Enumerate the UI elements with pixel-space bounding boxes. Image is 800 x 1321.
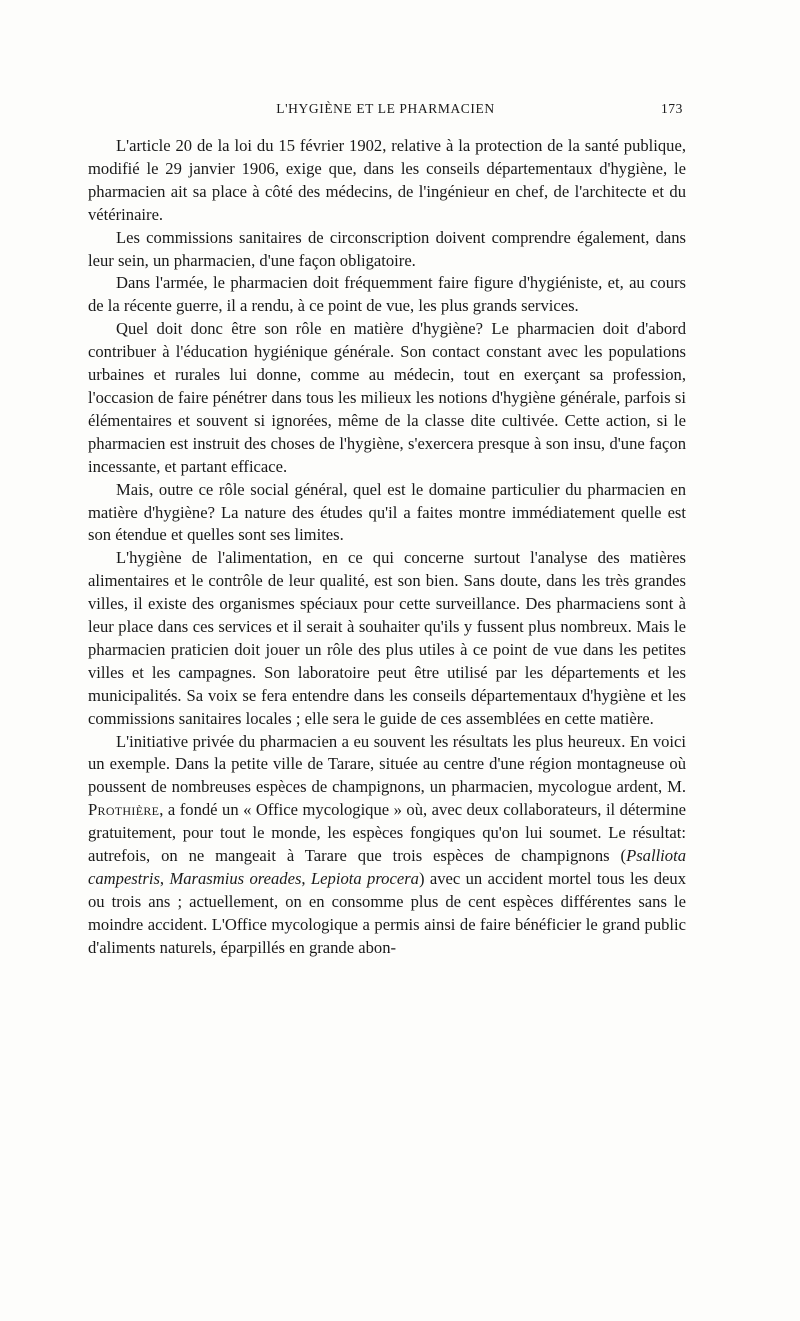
page-number: 173	[660, 101, 683, 116]
paragraph-text: L'initiative privée du pharmacien a eu souvent les résultats les plus heureux. En voici un exemple. Dans la petite ville de Tarare, située au centre d'une région montagneuse où poussent de nombreuses espèces de champignons, un pharmacien, mycologue ardent, M.	[88, 731, 686, 797]
paragraph: Dans l'armée, le pharmacien doit fréquemment faire figure d'hygiéniste, et, au cours de la récente guerre, il a rendu, à ce point de vue, les plus grands services.	[88, 273, 686, 316]
species-name: Lepiota procera	[310, 869, 419, 888]
paragraph-text: ) avec un accident mortel tous les deux ou trois ans ; actuellement, on en consomme plus de cent espèces différentes sans le moindre accident. L'Office mycologique a permis ainsi de faire bénéficier le grand public d'aliments naturels, éparpillés en grande abon-	[88, 869, 687, 957]
body-text	[88, 135, 686, 960]
paragraph: L'article 20 de la loi du 15 février 1902, relative à la protection de la santé publique, modifié le 29 janvier 1906, exige que, dans les conseils départementaux d'hygiène, le pharmacien ait sa place à côté des médecins, de l'ingénieur en chef, de l'architecte et du vétérinaire.	[88, 136, 686, 224]
paragraph: Les commissions sanitaires de circonscription doivent comprendre également, dans leur sein, un pharmacien, d'une façon obligatoire.	[88, 227, 686, 270]
paragraph: Mais, outre ce rôle social général, quel est le domaine particulier du pharmacien en matière d'hygiène? La nature des études qu'il a faites montre immédiatement quelle est son étendue et quelles sont ses limites.	[88, 479, 686, 545]
paragraph	[88, 731, 686, 960]
paragraph-text: , a fondé un « Office mycologique » où, avec deux collaborateurs, il détermine gratuitement, pour tout le monde, les espèces fongiques qu'on lui soumet. Le résultat: autrefois, on ne mangeait à Tarare que trois espèces de champignons (	[88, 800, 686, 866]
person-name: Prothière	[88, 800, 160, 820]
paragraph: Quel doit donc être son rôle en matière d'hygiène? Le pharmacien doit d'abord contribuer à l'éducation hygiénique générale. Son contact constant avec les populations urbaines et rurales lui donne, comme au médecin, tout en exerçant sa profession, l'occasion de faire pénétrer dans tous les milieux les notions d'hygiène générale, parfois si élémentaires et souvent si ignorées, même de la classe dite cultivée. Cette action, si le pharmacien est instruit des choses de l'hygiène, s'exercera presque à son insu, d'une façon incessante, et partant efficace.	[88, 319, 686, 476]
separator: ,	[159, 869, 170, 888]
species-name: Psalliota campestris	[88, 846, 686, 888]
running-head	[88, 101, 683, 125]
running-title: L'HYGIÈNE ET LE PHARMACIEN	[276, 101, 495, 116]
separator: ,	[301, 869, 311, 888]
paragraph: L'hygiène de l'alimentation, en ce qui concerne surtout l'analyse des matières alimentaires et le contrôle de leur qualité, est son bien. Sans doute, dans les très grandes villes, il existe des organismes spéciaux pour cette surveillance. Des pharmaciens sont à leur place dans ces services et il serait à souhaiter qu'ils y fussent plus nombreux. Mais le pharmacien praticien doit jouer un rôle des plus utiles à ce point de vue dans les petites villes et les campagnes. Son laboratoire peut être utilisé par les départements et les municipalités. Sa voix se fera entendre dans les conseils départementaux d'hygiène et les commissions sanitaires locales ; elle sera le guide de ces assemblées en cette matière.	[88, 548, 686, 728]
species-name: Marasmius oreades	[169, 869, 302, 888]
